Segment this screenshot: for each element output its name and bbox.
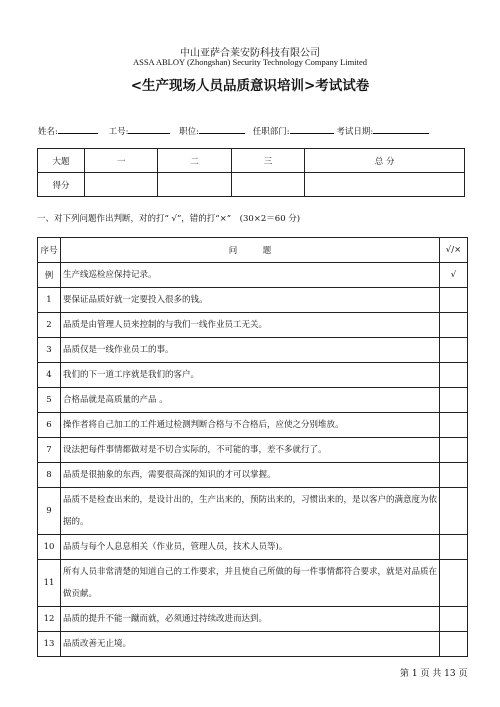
answer-cell[interactable] bbox=[440, 413, 468, 438]
table-row bbox=[38, 338, 468, 363]
question-text: 要保证品质好就一定要投入很多的钱。 bbox=[61, 288, 440, 313]
answer-cell[interactable] bbox=[440, 607, 468, 632]
question-num: 10 bbox=[38, 535, 61, 560]
answer-cell[interactable] bbox=[440, 388, 468, 413]
table-row bbox=[38, 560, 468, 607]
table-row bbox=[38, 263, 468, 288]
company-name-cn: 中山亚萨合莱安防科技有限公司 bbox=[180, 48, 320, 59]
score-label: 得分 bbox=[38, 173, 85, 197]
answer-cell[interactable] bbox=[440, 438, 468, 463]
answer-cell[interactable] bbox=[440, 463, 468, 488]
name-label: 姓名: bbox=[38, 127, 58, 137]
score-table bbox=[37, 148, 465, 197]
section-instruction: 一、对下列问题作出判断，对的打“ √”，错的打“×” (30×2＝60 分) bbox=[37, 214, 301, 224]
name-blank[interactable] bbox=[58, 124, 98, 134]
question-text: 品质改善无止境。 bbox=[61, 632, 440, 657]
score-cell[interactable] bbox=[158, 173, 231, 197]
company-name-en: ASSA ABLOY (Zhongshan) Security Technology Company Limited bbox=[132, 57, 368, 67]
question-text: 品质是很抽象的东西，需要很高深的知识的才可以掌握。 bbox=[61, 463, 440, 488]
answer-cell[interactable] bbox=[440, 288, 468, 313]
question-text: 合格品就是高质量的产品 。 bbox=[61, 388, 440, 413]
position-label: 职位: bbox=[179, 127, 200, 137]
table-row bbox=[38, 632, 468, 657]
table-row bbox=[38, 313, 468, 338]
section-header: 一 bbox=[85, 149, 158, 173]
section-header: 二 bbox=[158, 149, 231, 173]
exam-date-label: 考试日期: bbox=[336, 127, 374, 137]
table-row bbox=[38, 463, 468, 488]
department-blank[interactable] bbox=[290, 124, 334, 134]
question-num: 5 bbox=[38, 388, 61, 413]
answer-cell[interactable] bbox=[440, 488, 468, 535]
question-text: 品质的提升不能一蹴而就，必须通过持续改进而达到。 bbox=[61, 607, 440, 632]
table-row bbox=[38, 607, 468, 632]
questions-table bbox=[37, 237, 468, 657]
question-num: 12 bbox=[38, 607, 61, 632]
table-row bbox=[38, 488, 468, 535]
header-mark: √/× bbox=[440, 238, 468, 263]
question-num: 2 bbox=[38, 313, 61, 338]
question-text: 品质与每个人息息相关（作业员，管理人员，技术人员等)。 bbox=[61, 535, 440, 560]
department-label: 任职部门: bbox=[252, 127, 290, 137]
score-cell[interactable] bbox=[231, 173, 304, 197]
table-row bbox=[38, 535, 468, 560]
answer-cell[interactable]: √ bbox=[440, 263, 468, 288]
question-text: 品质不是检查出来的，是设计出的，生产出来的，预防出来的，习惯出来的，是以客户的满意度为依据的。 bbox=[61, 488, 440, 535]
question-text: 品质仅是一线作业员工的事。 bbox=[61, 338, 440, 363]
answer-cell[interactable] bbox=[440, 313, 468, 338]
question-text: 所有人员非常清楚的知道自己的工作要求，并且使自己所做的每一件事情都符合要求，就是对品质在做贡献。 bbox=[61, 560, 440, 607]
question-text: 我们的下一道工序就是我们的客户。 bbox=[61, 363, 440, 388]
question-text: 设法把每件事情都做对是不切合实际的，不可能的事，差不多就行了。 bbox=[61, 438, 440, 463]
answer-cell[interactable] bbox=[440, 363, 468, 388]
question-num: 8 bbox=[38, 463, 61, 488]
question-text: 生产线巡检应保持记录。 bbox=[61, 263, 440, 288]
question-num: 例 bbox=[38, 263, 61, 288]
exam-date-blank[interactable] bbox=[373, 124, 429, 134]
question-num: 11 bbox=[38, 560, 61, 607]
question-num: 7 bbox=[38, 438, 61, 463]
header-question: 问 题 bbox=[61, 238, 440, 263]
table-row bbox=[38, 438, 468, 463]
section-header: 三 bbox=[231, 149, 304, 173]
answer-cell[interactable] bbox=[440, 632, 468, 657]
answer-cell[interactable] bbox=[440, 560, 468, 607]
employee-id-blank[interactable] bbox=[128, 124, 170, 134]
question-text: 品质是由管理人员来控制的与我们一线作业员工无关。 bbox=[61, 313, 440, 338]
header-num: 序号 bbox=[38, 238, 61, 263]
position-blank[interactable] bbox=[199, 124, 245, 134]
question-num: 13 bbox=[38, 632, 61, 657]
section-label: 大题 bbox=[38, 149, 85, 173]
score-cell[interactable] bbox=[85, 173, 158, 197]
employee-id-label: 工号: bbox=[108, 127, 129, 137]
page-title: <生产现场人员品质意识培训>考试试卷 bbox=[130, 78, 370, 94]
exam-info-fields bbox=[38, 124, 466, 137]
question-text: 操作者将自己加工的工件通过检测判断合格与不合格后，应使之分别堆放。 bbox=[61, 413, 440, 438]
table-row bbox=[38, 413, 468, 438]
question-num: 1 bbox=[38, 288, 61, 313]
answer-cell[interactable] bbox=[440, 535, 468, 560]
page-number: 第 1 页 共 13 页 bbox=[400, 669, 468, 679]
question-num: 3 bbox=[38, 338, 61, 363]
table-row bbox=[38, 363, 468, 388]
section-header: 总 分 bbox=[305, 149, 465, 173]
score-cell[interactable] bbox=[305, 173, 465, 197]
question-num: 4 bbox=[38, 363, 61, 388]
answer-cell[interactable] bbox=[440, 338, 468, 363]
question-num: 9 bbox=[38, 488, 61, 535]
question-num: 6 bbox=[38, 413, 61, 438]
table-row bbox=[38, 288, 468, 313]
table-row bbox=[38, 388, 468, 413]
